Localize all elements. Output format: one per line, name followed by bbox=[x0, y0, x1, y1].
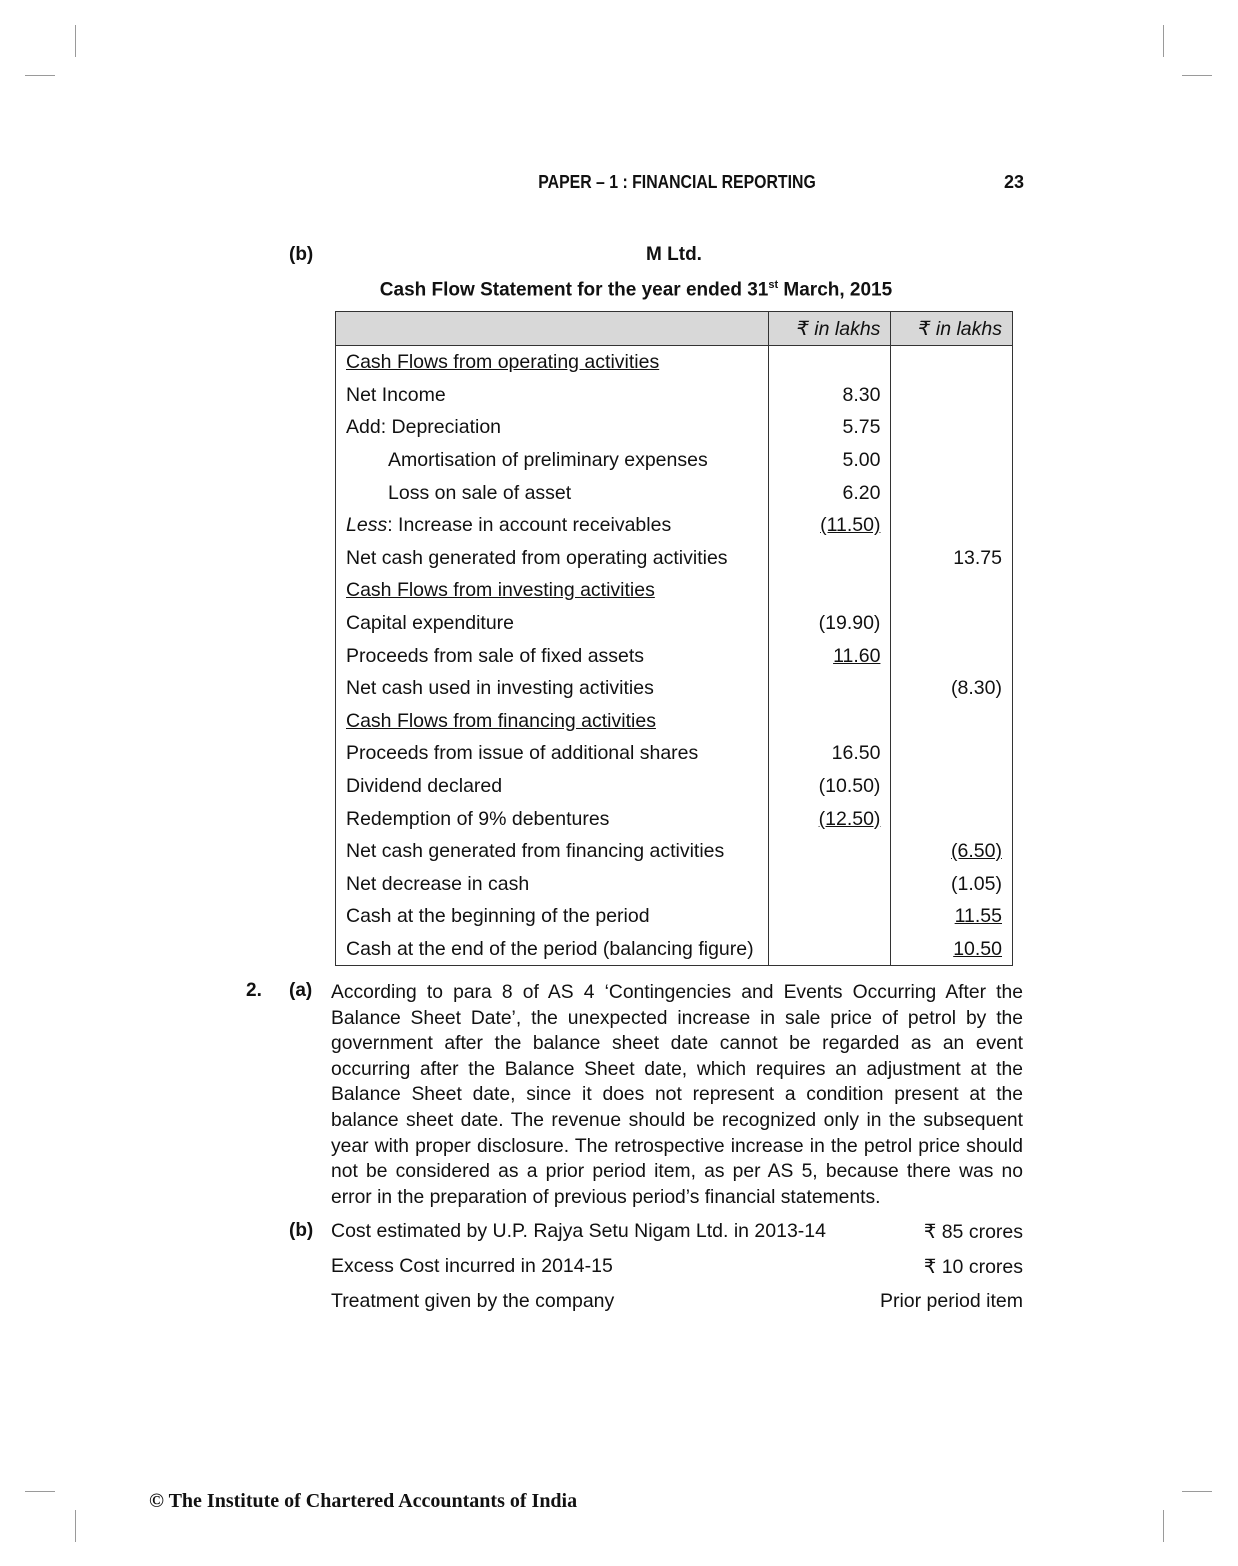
row-label bbox=[336, 444, 769, 477]
crop-mark bbox=[1163, 25, 1164, 57]
row-label: Cash at the beginning of the period bbox=[336, 900, 769, 933]
table-row bbox=[336, 411, 1013, 444]
row-value-text: (11.50) bbox=[820, 514, 881, 537]
table-header-cell: ₹ in lakhs bbox=[768, 312, 891, 346]
row-value bbox=[768, 802, 891, 835]
row-value bbox=[768, 574, 891, 607]
row-label: Capital expenditure bbox=[336, 607, 769, 640]
section-label: (b) bbox=[289, 244, 314, 265]
page-header bbox=[330, 172, 1024, 194]
row-value: 5.00 bbox=[768, 444, 891, 477]
crop-mark bbox=[25, 1491, 55, 1492]
section-heading: Cash Flows from investing activities bbox=[346, 579, 655, 602]
row-value bbox=[768, 346, 891, 379]
row-total: 13.75 bbox=[891, 542, 1013, 575]
row-value: (10.50) bbox=[768, 770, 891, 803]
list-item bbox=[331, 1290, 1023, 1313]
row-total bbox=[891, 737, 1013, 770]
row-total bbox=[891, 574, 1013, 607]
statement-title-text-end: March, 2015 bbox=[778, 279, 893, 301]
table-row bbox=[336, 868, 1013, 901]
row-label: Redemption of 9% debentures bbox=[336, 802, 769, 835]
row-total bbox=[891, 476, 1013, 509]
less-label: Less bbox=[346, 514, 388, 537]
row-label bbox=[336, 705, 769, 738]
row-value: (19.90) bbox=[768, 607, 891, 640]
row-label: Cash at the end of the period (balancing figure) bbox=[336, 933, 769, 966]
table-row bbox=[336, 444, 1013, 477]
crop-mark bbox=[75, 1510, 76, 1542]
company-name: M Ltd. bbox=[646, 244, 702, 265]
row-value bbox=[768, 509, 891, 542]
item-value: ₹ 85 crores bbox=[923, 1221, 1023, 1243]
row-label: Dividend declared bbox=[336, 770, 769, 803]
row-value bbox=[768, 933, 891, 966]
row-total bbox=[891, 835, 1013, 868]
row-label: Net cash generated from operating activities bbox=[336, 542, 769, 575]
statement-title bbox=[335, 279, 937, 301]
section-heading: Cash Flows from financing activities bbox=[346, 709, 656, 732]
row-total: (8.30) bbox=[891, 672, 1013, 705]
row-value bbox=[768, 672, 891, 705]
table-row bbox=[336, 542, 1013, 575]
part-a-label: (a) bbox=[289, 980, 313, 1001]
row-label: Proceeds from sale of fixed assets bbox=[336, 639, 769, 672]
list-item bbox=[331, 1255, 1023, 1278]
table-row bbox=[336, 802, 1013, 835]
row-value bbox=[768, 705, 891, 738]
crop-mark bbox=[1182, 1491, 1212, 1492]
row-total bbox=[891, 509, 1013, 542]
row-value bbox=[768, 868, 891, 901]
crop-mark bbox=[1163, 1510, 1164, 1542]
row-total bbox=[891, 346, 1013, 379]
table-row bbox=[336, 346, 1013, 379]
table-row bbox=[336, 900, 1013, 933]
row-label bbox=[336, 509, 769, 542]
section-heading: Cash Flows from operating activities bbox=[346, 351, 660, 374]
row-label-text: : Increase in account receivables bbox=[387, 514, 672, 537]
row-total bbox=[891, 607, 1013, 640]
table-row bbox=[336, 672, 1013, 705]
row-label: Add: Depreciation bbox=[336, 411, 769, 444]
table-row bbox=[336, 770, 1013, 803]
row-label bbox=[336, 346, 769, 379]
table-header-cell bbox=[336, 312, 769, 346]
cash-flow-table bbox=[335, 311, 1013, 966]
item-label: Excess Cost incurred in 2014-15 bbox=[331, 1255, 613, 1277]
row-total bbox=[891, 802, 1013, 835]
table-row bbox=[336, 737, 1013, 770]
row-value-text: 11.60 bbox=[833, 644, 881, 667]
row-label bbox=[336, 476, 769, 509]
row-total: (1.05) bbox=[891, 868, 1013, 901]
crop-mark bbox=[1182, 75, 1212, 76]
table-header-row bbox=[336, 312, 1013, 346]
row-total bbox=[891, 379, 1013, 412]
part-a-answer: According to para 8 of AS 4 ‘Contingencies and Events Occurring After the Balance Sheet Date’, the unexpected increase in sale price of petrol by the government after the balance sheet date cannot be regarded as an event occurring after the Balance Sheet date, which requires an adjustment at the Balance Sheet date, since it does not represent a condition present at the balance sheet date. The revenue should be recognized only in the subsequent year with proper disclosure. The retrospective increase in the petrol price should not be considered as a prior period item, as per AS 5, because there was no error in the preparation of previous period’s financial statements. bbox=[331, 982, 1023, 1208]
row-value: 8.30 bbox=[768, 379, 891, 412]
table-row bbox=[336, 509, 1013, 542]
row-value bbox=[768, 639, 891, 672]
item-value: ₹ 10 crores bbox=[923, 1256, 1023, 1278]
table-row bbox=[336, 379, 1013, 412]
list-item bbox=[331, 1220, 1023, 1243]
statement-title-text: Cash Flow Statement for the year ended 31 bbox=[379, 279, 769, 301]
row-total-text: 11.55 bbox=[954, 905, 1002, 928]
table-row bbox=[336, 639, 1013, 672]
row-value: 6.20 bbox=[768, 476, 891, 509]
part-b-label: (b) bbox=[289, 1220, 314, 1241]
row-total bbox=[891, 639, 1013, 672]
table-row bbox=[336, 574, 1013, 607]
footer-copyright: © The Institute of Chartered Accountants of India bbox=[149, 1490, 578, 1512]
table-row bbox=[336, 933, 1013, 966]
row-value: 5.75 bbox=[768, 411, 891, 444]
row-total bbox=[891, 444, 1013, 477]
item-label: Treatment given by the company bbox=[331, 1290, 615, 1312]
item-label: Cost estimated by U.P. Rajya Setu Nigam Ltd. in 2013-14 bbox=[331, 1220, 826, 1242]
row-total bbox=[891, 933, 1013, 966]
row-value-text: (12.50) bbox=[818, 807, 881, 830]
table-row bbox=[336, 607, 1013, 640]
row-label: Net cash used in investing activities bbox=[336, 672, 769, 705]
page-number: 23 bbox=[1003, 172, 1024, 192]
table-row bbox=[336, 705, 1013, 738]
row-label: Net Income bbox=[336, 379, 769, 412]
row-label-text: Amortisation of preliminary expenses bbox=[388, 449, 708, 472]
row-label bbox=[336, 574, 769, 607]
row-total bbox=[891, 770, 1013, 803]
crop-mark bbox=[75, 25, 76, 57]
table-header-cell: ₹ in lakhs bbox=[891, 312, 1013, 346]
item-value: Prior period item bbox=[879, 1290, 1023, 1312]
row-label: Net cash generated from financing activities bbox=[336, 835, 769, 868]
row-value: 16.50 bbox=[768, 737, 891, 770]
row-total-text: 10.50 bbox=[953, 937, 1002, 960]
crop-mark bbox=[25, 75, 55, 76]
row-total bbox=[891, 411, 1013, 444]
statement-title-sup: st bbox=[768, 279, 779, 291]
row-label: Proceeds from issue of additional shares bbox=[336, 737, 769, 770]
row-total bbox=[891, 705, 1013, 738]
row-value bbox=[768, 835, 891, 868]
table-row bbox=[336, 835, 1013, 868]
table-row bbox=[336, 476, 1013, 509]
row-total bbox=[891, 900, 1013, 933]
row-label-text: Loss on sale of asset bbox=[388, 481, 572, 504]
row-total-text: (6.50) bbox=[951, 840, 1002, 863]
row-label: Net decrease in cash bbox=[336, 868, 769, 901]
row-value bbox=[768, 542, 891, 575]
question-number: 2. bbox=[246, 980, 262, 1001]
row-value bbox=[768, 900, 891, 933]
paper-title: PAPER – 1 : FINANCIAL REPORTING bbox=[538, 172, 816, 192]
